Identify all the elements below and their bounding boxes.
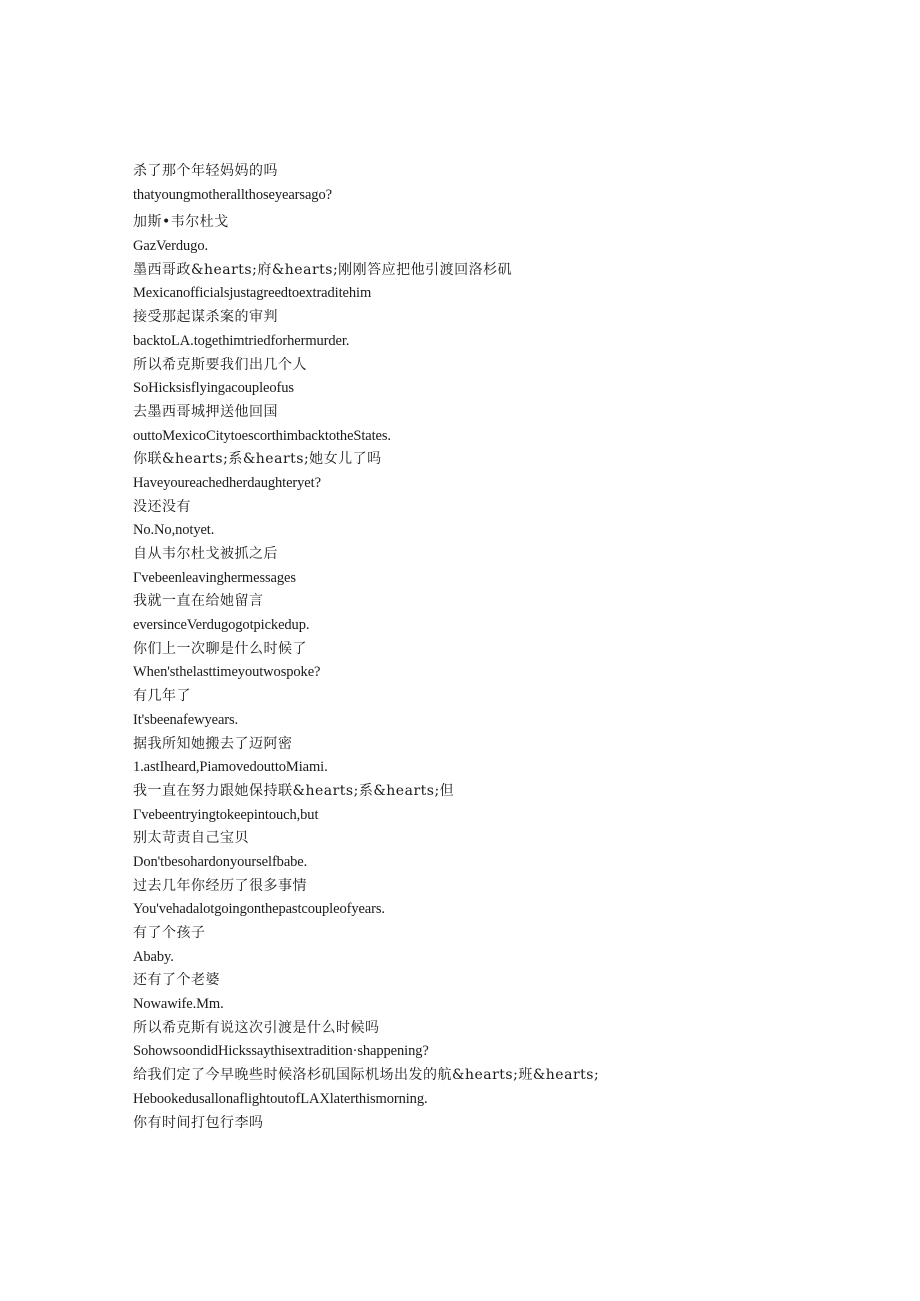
transcript-line-en: Nowawife.Mm. [133,996,224,1013]
transcript-line-zh: 你有时间打包行李吗 [133,1114,264,1131]
transcript-line-zh: 杀了那个年轻妈妈的吗 [133,163,278,179]
transcript-line-en: Don'tbesohardonyourselfbabe. [133,853,308,870]
transcript-line-zh: 还有了个老婆 [133,972,220,989]
transcript-line-zh: 没还没有 [133,498,191,515]
transcript-line-en: When'sthelasttimeyoutwospoke? [133,664,321,681]
transcript-line-zh: 我就一直在给她留言 [133,593,264,610]
transcript-line-zh: 所以希克斯有说这次引渡是什么时候吗 [133,1019,380,1036]
transcript-line-en: SohowsoondidHickssaythisextradition·shappening? [133,1043,429,1060]
transcript-line-zh: 有了个孩子 [133,925,206,941]
transcript-line-en: Γvebeenleavinghermessages [133,569,296,586]
transcript-line-zh: 所以希克斯要我们出几个人 [133,356,307,373]
transcript-body [133,160,873,1135]
transcript-line-en: SoHicksisflyingacoupleofus [133,380,294,397]
transcript-line-zh: 过去几年你经历了很多事情 [133,877,307,894]
transcript-line-en: HebookedusallonaflightoutofLAXlaterthismorning. [133,1090,428,1107]
transcript-line-en: outtoMexicoCitytoescorthimbacktotheStates. [133,427,391,444]
transcript-line-zh: 你联&hearts;系&hearts;她女儿了吗 [133,451,382,468]
transcript-line-en: eversinceVerdugogotpickedup. [133,617,310,634]
transcript-line-en: No.No,notyet. [133,522,215,539]
transcript-line-zh: 你们上一次聊是什么时候了 [133,640,307,657]
transcript-line-zh: 我一直在努力跟她保持联&hearts;系&hearts;但 [133,782,455,799]
transcript-line-zh: 加斯•韦尔杜戈 [133,214,229,231]
transcript-line-zh: 自从韦尔杜戈被抓之后 [133,546,278,562]
transcript-line-en: Γvebeentryingtokeepintouch,but [133,806,319,823]
transcript-line-en: It'sbeenafewyears. [133,711,239,728]
transcript-line-zh: 据我所知她搬去了迈阿密 [133,735,293,752]
transcript-line-en: 1.astIheard,PiamovedouttoMiami. [133,759,328,776]
transcript-line-zh: 给我们定了今早晚些时候洛杉矶国际机场出发的航&hearts;班&hearts; [133,1067,600,1084]
transcript-line-zh: 接受那起谋杀案的审判 [133,309,278,326]
transcript-line-en: You'vehadalotgoingonthepastcoupleofyears. [133,901,385,918]
transcript-line-zh: 去墨西哥城押送他回国 [133,403,278,420]
transcript-line-en: GazVerdugo. [133,238,208,255]
transcript-line-en: Ababy. [133,948,174,965]
transcript-line-zh: 墨西哥政&hearts;府&hearts;刚刚答应把他引渡回洛杉矶 [133,261,513,278]
transcript-line-zh: 有几年了 [133,688,191,705]
transcript-line-en: backtoLA.togethimtriedforhermurder. [133,332,350,349]
transcript-line-en: thatyoungmotherallthoseyearsago? [133,186,332,203]
transcript-line-en: Mexicanofficialsjustagreedtoextraditehim [133,285,372,302]
transcript-line-zh: 别太苛责自己宝贝 [133,830,249,847]
transcript-line-en: Haveyoureachedherdaughteryet? [133,474,321,491]
